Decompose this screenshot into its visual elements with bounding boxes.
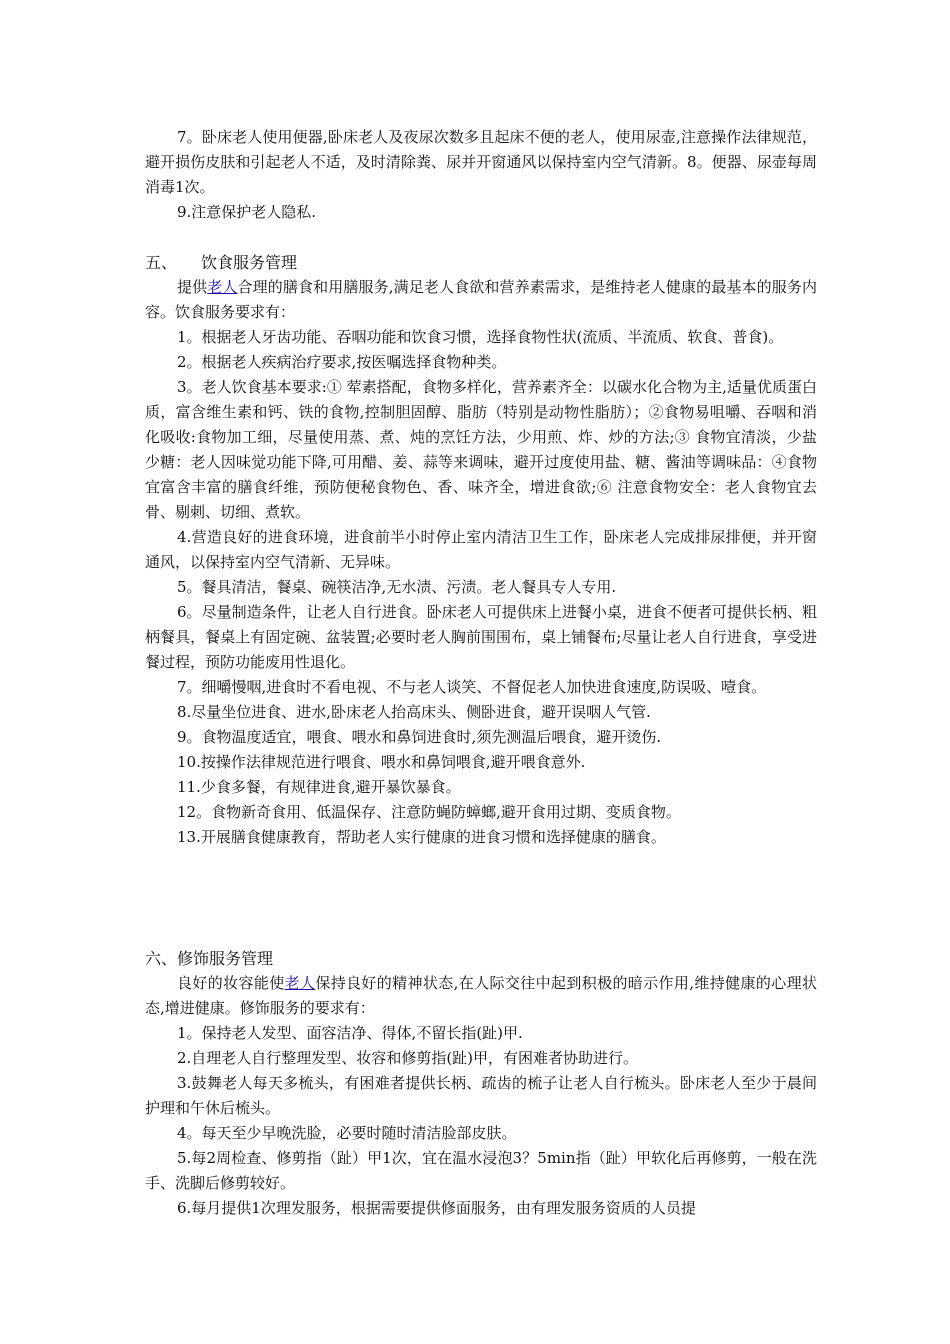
section-diet-service <box>145 250 817 850</box>
section-grooming-service <box>145 946 817 1221</box>
intro-text: 合理的膳食和用膳服务,满足老人食欲和营养素需求，是维持老人健康的最基本的服务内容。饮食服务要求有： <box>145 278 817 321</box>
section-heading: 六、修饰服务管理 <box>145 949 274 968</box>
elderly-link[interactable]: 老人 <box>284 974 316 992</box>
list-item: 10.按操作法律规范进行喂食、喂水和鼻饲喂食,避开喂食意外. <box>177 753 586 771</box>
list-item: 3。老人饮食基本要求:① 荤素搭配，食物多样化，营养素齐全：以碳水化合物为主,适量优质蛋白质，富含维生素和钙、铁的食物,控制胆固醇、脂肪（特别是动物性脂肪）；②食物易咀嚼、吞咽和消化吸收:食物加工细，尽量使用蒸、煮、炖的烹饪方法，少用煎、炸、炒的方法;③ 食物宜清淡，少盐少糖：老人因味觉功能下降,可用醋、姜、蒜等来调味，避开过度使用盐、糖、酱油等调味品：④食物宜富含丰富的膳食纤维，预防便秘食物色、香、味齐全，增进食欲;⑥ 注意食物安全：老人食物宜去骨、剔刺、切细、煮软。 <box>145 378 817 521</box>
list-item: 5.每2周检查、修剪指（趾）甲1次，宜在温水浸泡3？5min指（趾）甲软化后再修剪，一般在洗手、洗脚后修剪较好。 <box>145 1149 817 1192</box>
list-item: 9。食物温度适宜，喂食、喂水和鼻饲进食时,须先测温后喂食，避开烫伤. <box>177 728 662 746</box>
list-item: 4。每天至少早晚洗脸，必要时随时清洁脸部皮肤。 <box>177 1124 517 1142</box>
list-item: 1。保持老人发型、面容洁净、得体,不留长指(趾)甲. <box>177 1024 523 1042</box>
list-item: 11.少食多餐，有规律进食,避开暴饮暴食。 <box>177 778 461 796</box>
list-item: 6.每月提供1次理发服务，根据需要提供修面服务，由有理发服务资质的人员提 <box>177 1199 696 1217</box>
section-title: 饮食服务管理 <box>201 253 298 272</box>
list-item: 8.尽量坐位进食、进水,卧床老人抬高床头、侧卧进食，避开误咽人气管. <box>177 703 651 721</box>
list-item: 13.开展膳食健康教育，帮助老人实行健康的进食习惯和选择健康的膳食。 <box>177 828 666 846</box>
section-intro <box>145 275 817 325</box>
section-intro <box>145 971 817 1021</box>
list-item: 3.鼓舞老人每天多梳头，有困难者提供长柄、疏齿的梳子让老人自行梳头。卧床老人至少于晨间护理和午休后梳头。 <box>145 1074 817 1117</box>
list-item: 7。细嚼慢咽,进食时不看电视、不与老人谈笑、不督促老人加快进食速度,防误吸、噎食。 <box>177 678 767 696</box>
list-item: 4.营造良好的进食环境，进食前半小时停止室内清洁卫生工作，卧床老人完成排尿排便，并开窗通风，以保持室内空气清新、无异味。 <box>145 528 817 571</box>
paragraph-item-7: 7。卧床老人使用便器,卧床老人及夜尿次数多且起床不便的老人，使用尿壶,注意操作法律规范，避开损伤皮肤和引起老人不适，及时清除粪、尿并开窗通风以保持室内空气清新。8。便器、尿壶每周消毒1次。 <box>145 128 817 196</box>
list-item: 12。食物新奇食用、低温保存、注意防蝇防蟑螂,避开食用过期、变质食物。 <box>177 803 681 821</box>
section-heading <box>145 250 817 275</box>
list-item: 2。根据老人疾病治疗要求,按医嘱选择食物种类。 <box>177 353 507 371</box>
list-item: 2.自理老人自行整理发型、妆容和修剪指(趾)甲，有困难者协助进行。 <box>177 1049 639 1067</box>
list-item: 1。根据老人牙齿功能、吞咽功能和饮食习惯，选择食物性状(流质、半流质、软食、普食)。 <box>177 328 784 346</box>
list-item: 6。尽量制造条件，让老人自行进食。卧床老人可提供床上进餐小桌，进食不便者可提供长柄、粗柄餐具，餐桌上有固定碗、盆装置;必要时老人胸前围围布，桌上铺餐布;尽量让老人自行进食，享受进餐过程，预防功能废用性退化。 <box>145 603 817 671</box>
top-continuation <box>145 125 817 225</box>
intro-text: 提供 <box>177 278 208 296</box>
intro-text: 良好的妆容能使 <box>177 974 285 992</box>
elderly-link[interactable]: 老人 <box>207 278 238 296</box>
paragraph-item-9: 9.注意保护老人隐私. <box>177 203 317 221</box>
section-number: 五、 <box>145 253 178 272</box>
intro-text: 保持良好的精神状态,在人际交往中起到积极的暗示作用,维持健康的心理状态,增进健康。修饰服务的要求有： <box>145 974 817 1017</box>
list-item: 5。餐具清洁，餐桌、碗筷洁净,无水渍、污渍。老人餐具专人专用. <box>177 578 617 596</box>
